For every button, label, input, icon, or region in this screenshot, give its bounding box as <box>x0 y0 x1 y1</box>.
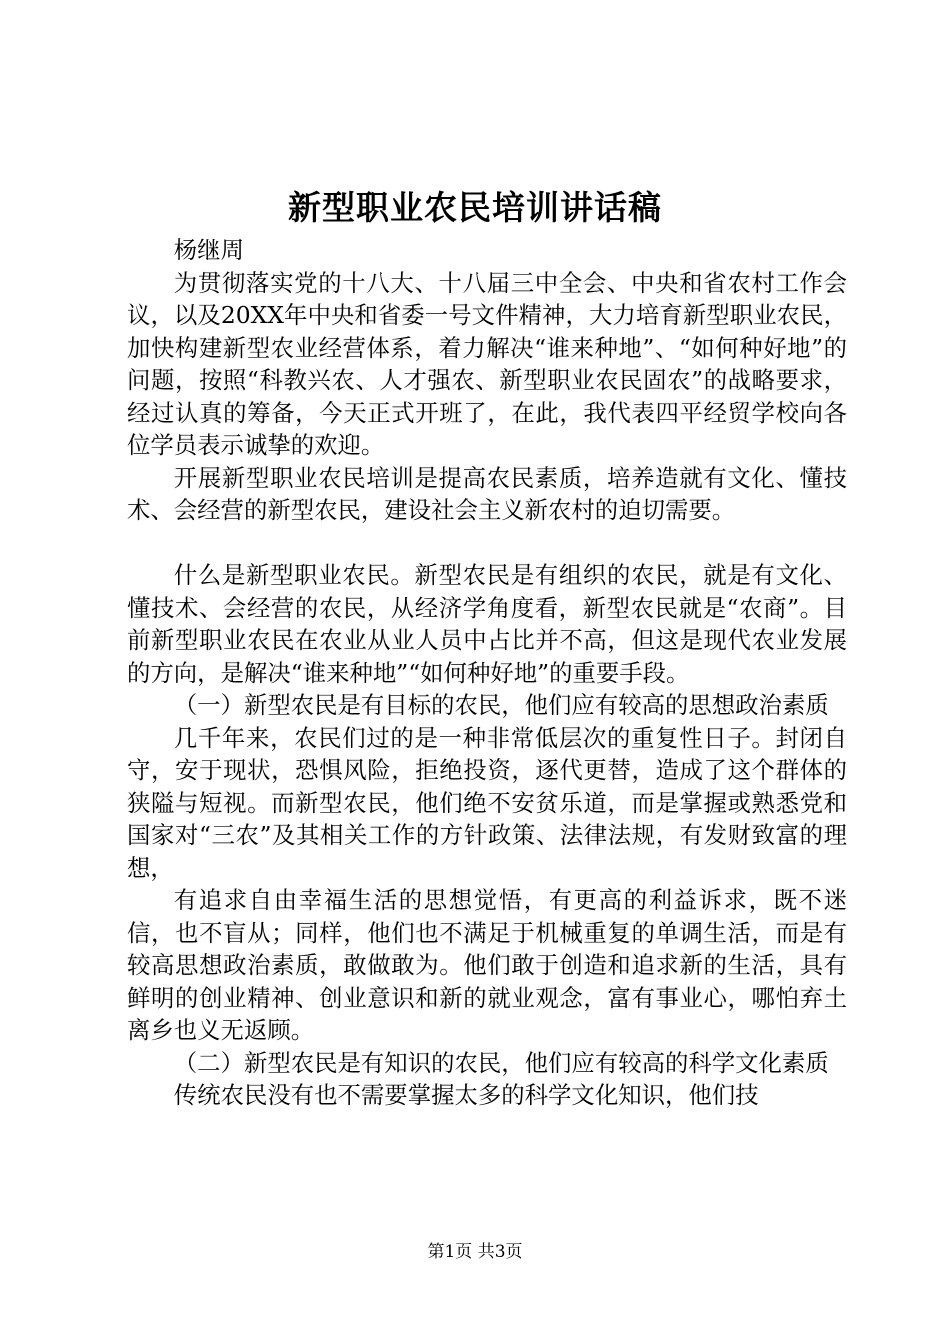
paragraph-traditional: 传统农民没有也不需要掌握太多的科学文化知识，他们技 <box>173 1081 759 1109</box>
page-footer: 第1页 共3页 <box>427 1242 523 1262</box>
document-body <box>127 234 847 1112</box>
paragraph-intro: 为贯彻落实党的十八大、十八届三中全会、中央和省农村工作会议，以及20XX年中央和省委一号文件精神，大力培育新型职业农民，加快构建新型农业经营体系，着力解决“谁来种地”、“如何种好地”的问题，按照“科教兴农、人才强农、新型职业农民固农”的战略要求，经过认真的筹备，今天正式开班了，在此，我代表四平经贸学校向各位学员表示诚挚的欢迎。 <box>127 268 847 459</box>
paragraph-purpose: 开展新型职业农民培训是提高农民素质，培养造就有文化、懂技术、会经营的新型农民，建设社会主义新农村的迫切需要。 <box>127 463 847 524</box>
section-heading-2: （二）新型农民是有知识的农民，他们应有较高的科学文化素质 <box>173 1048 829 1077</box>
document-title: 新型职业农民培训讲话稿 <box>288 188 662 227</box>
paragraph-aspiration: 有追求自由幸福生活的思想觉悟，有更高的利益诉求，既不迷信，也不盲从；同样，他们也不满足于机械重复的单调生活，而是有较高思想政治素质，敢做敢为。他们敢于创造和追求新的生活，具有鲜明的创业精神、创业意识和新的就业观念，富有事业心，哪怕弃土离乡也义无返顾。 <box>127 886 847 1044</box>
section-heading-1: （一）新型农民是有目标的农民，他们应有较高的思想政治素质 <box>173 691 829 719</box>
paragraph-definition: 什么是新型职业农民。新型农民是有组织的农民，就是有文化、懂技术、会经营的农民，从经济学角度看，新型农民就是“农商”。目前新型职业农民在农业从业人员中占比并不高，但这是现代农业发展的方向，是解决“谁来种地”“如何种好地”的重要手段。 <box>127 561 847 687</box>
author-line: 杨继周 <box>173 236 244 264</box>
paragraph-history: 几千年来，农民们过的是一种非常低层次的重复性日子。封闭自守，安于现状，恐惧风险，拒绝投资，逐代更替，造成了这个群体的狭隘与短视。而新型农民，他们绝不安贫乐道，而是掌握或熟悉党和国家对“三农”及其相关工作的方针政策、法律法规，有发财致富的理想， <box>127 723 847 882</box>
